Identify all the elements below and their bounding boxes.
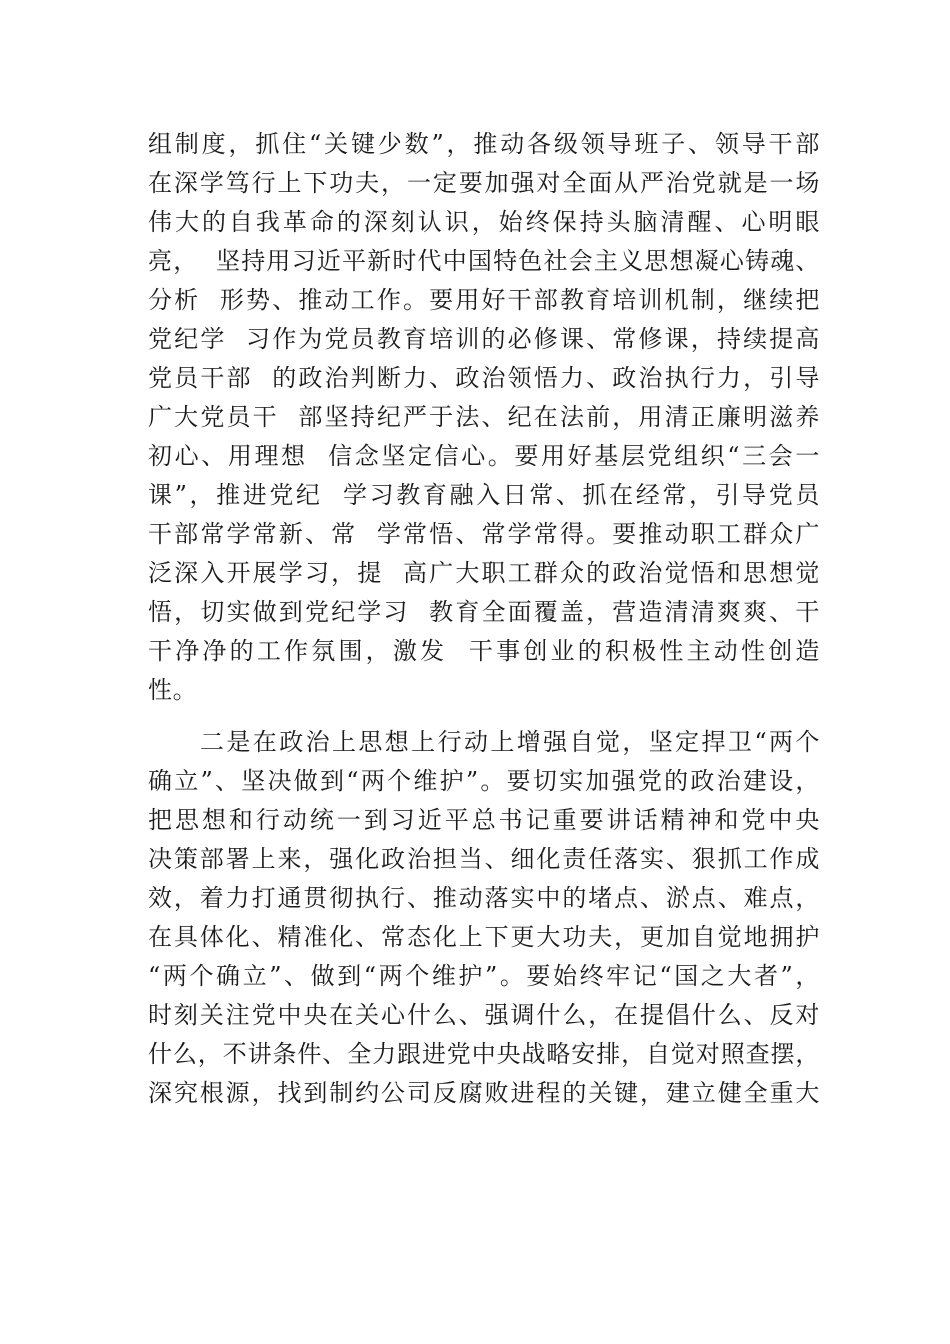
text-line: 初心、用理想 信念坚定信心。要用好基层党组织“三会一 [148, 442, 820, 470]
text-line: 深究根源，找到制约公司反腐败进程的关键，建立健全重大 [148, 1079, 820, 1107]
text-line: 干部常学常新、常 学常悟、常学常得。要推动职工群众广 [148, 520, 820, 548]
text-line: 泛深入开展学习，提 高广大职工群众的政治觉悟和思想觉 [148, 559, 820, 587]
text-line: 伟大的自我革命的深刻认识，始终保持头脑清醒、心明眼 [148, 208, 820, 236]
text-line: 性。 [148, 676, 198, 704]
text-line: 党纪学 习作为党员教育培训的必修课、常修课，持续提高 [148, 325, 820, 353]
text-line: 时刻关注党中央在关心什么、强调什么，在提倡什么、反对 [148, 1001, 820, 1029]
text-line: 分析 形势、推动工作。要用好干部教育培训机制，继续把 [148, 286, 820, 314]
text-line: 课”，推进党纪 学习教育融入日常、抓在经常，引导党员 [148, 481, 820, 509]
text-line: “两个确立”、做到“两个维护”。要始终牢记“国之大者”， [148, 962, 820, 990]
text-line: 干净净的工作氛围，激发 干事创业的积极性主动性创造 [148, 637, 820, 665]
text-line: 把思想和行动统一到习近平总书记重要讲话精神和党中央 [148, 806, 820, 834]
text-line: 党员干部 的政治判断力、政治领悟力、政治执行力，引导 [148, 364, 820, 392]
text-line: 什么，不讲条件、全力跟进党中央战略安排，自觉对照查摆， [148, 1040, 820, 1068]
text-line: 广大党员干 部坚持纪严于法、纪在法前，用清正廉明滋养 [148, 403, 820, 431]
text-line: 悟，切实做到党纪学习 教育全面覆盖，营造清清爽爽、干 [148, 598, 820, 626]
text-line: 组制度，抓住“关键少数”，推动各级领导班子、领导干部 [148, 130, 820, 158]
text-line: 效，着力打通贯彻执行、推动落实中的堵点、淤点、难点， [148, 884, 820, 912]
text-line: 决策部署上来，强化政治担当、细化责任落实、狠抓工作成 [148, 845, 820, 873]
text-line: 亮， 坚持用习近平新时代中国特色社会主义思想凝心铸魂、 [148, 247, 820, 275]
text-line: 在深学笃行上下功夫，一定要加强对全面从严治党就是一场 [148, 169, 820, 197]
text-line: 确立”、坚决做到“两个维护”。要切实加强党的政治建设， [148, 767, 820, 795]
paragraph-first-line: 二是在政治上思想上行动上增强自觉，坚定捍卫“两个 [200, 728, 820, 756]
text-line: 在具体化、精准化、常态化上下更大功夫，更加自觉地拥护 [148, 923, 820, 951]
